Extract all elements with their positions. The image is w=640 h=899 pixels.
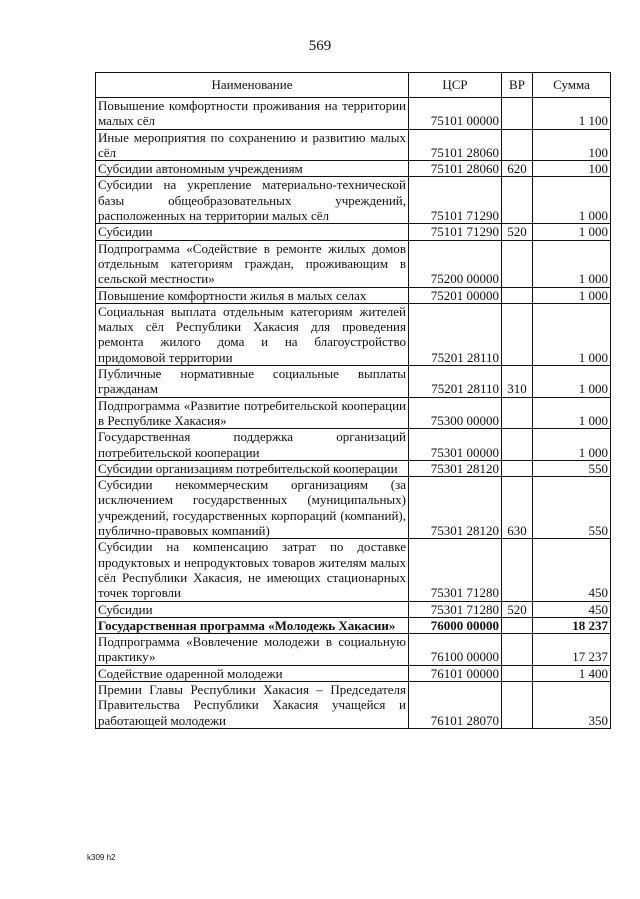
row-sum-cell: 1 400 bbox=[533, 665, 611, 681]
table-row bbox=[96, 98, 611, 130]
table-row bbox=[96, 429, 611, 461]
row-csr-cell: 75301 28120 bbox=[409, 460, 502, 476]
row-vr-cell: 620 bbox=[502, 161, 533, 177]
table-header bbox=[96, 73, 611, 98]
row-name-cell: Субсидии bbox=[96, 224, 409, 240]
row-vr-cell bbox=[502, 129, 533, 161]
table-row bbox=[96, 129, 611, 161]
row-csr-cell: 75200 00000 bbox=[409, 240, 502, 287]
row-name-cell: Повышение комфортности жилья в малых селах bbox=[96, 287, 409, 303]
row-vr-cell bbox=[502, 303, 533, 365]
row-csr-cell: 76000 00000 bbox=[409, 617, 502, 633]
row-csr-cell: 75301 28120 bbox=[409, 477, 502, 539]
row-csr-cell: 75201 00000 bbox=[409, 287, 502, 303]
row-sum-cell: 450 bbox=[533, 601, 611, 617]
row-csr-cell: 76101 28070 bbox=[409, 681, 502, 728]
header-sum: Сумма bbox=[533, 73, 611, 98]
table-row bbox=[96, 681, 611, 728]
row-csr-cell: 76100 00000 bbox=[409, 634, 502, 666]
row-vr-cell bbox=[502, 177, 533, 224]
row-vr-cell: 310 bbox=[502, 366, 533, 398]
row-name-cell: Субсидии на укрепление материально-технической базы общеобразовательных учреждений, расположенных на территории малых сёл bbox=[96, 177, 409, 224]
table-row bbox=[96, 617, 611, 633]
row-csr-cell: 75201 28110 bbox=[409, 366, 502, 398]
row-csr-cell: 75301 00000 bbox=[409, 429, 502, 461]
row-vr-cell: 520 bbox=[502, 601, 533, 617]
row-name-cell: Премии Главы Республики Хакасия – Председателя Правительства Республики Хакасия учащейся и работающей молодежи bbox=[96, 681, 409, 728]
row-name-cell: Подпрограмма «Развитие потребительской кооперации в Республике Хакасия» bbox=[96, 397, 409, 429]
row-sum-cell: 450 bbox=[533, 539, 611, 601]
row-name-cell: Государственная поддержка организаций потребительской кооперации bbox=[96, 429, 409, 461]
header-csr: ЦСР bbox=[409, 73, 502, 98]
row-csr-cell: 75301 71280 bbox=[409, 601, 502, 617]
table-row bbox=[96, 460, 611, 476]
row-sum-cell: 18 237 bbox=[533, 617, 611, 633]
row-sum-cell: 1 000 bbox=[533, 287, 611, 303]
table-row bbox=[96, 397, 611, 429]
row-csr-cell: 75101 71290 bbox=[409, 177, 502, 224]
row-name-cell: Иные мероприятия по сохранению и развитию малых сёл bbox=[96, 129, 409, 161]
row-name-cell: Субсидии автономным учреждениям bbox=[96, 161, 409, 177]
header-vr: ВР bbox=[502, 73, 533, 98]
row-csr-cell: 76101 00000 bbox=[409, 665, 502, 681]
row-sum-cell: 17 237 bbox=[533, 634, 611, 666]
row-vr-cell bbox=[502, 98, 533, 130]
table-row bbox=[96, 665, 611, 681]
row-name-cell: Социальная выплата отдельным категориям жителей малых сёл Республики Хакасия для проведения ремонта жилого дома и на благоустройство придомовой территории bbox=[96, 303, 409, 365]
row-name-cell: Публичные нормативные социальные выплаты гражданам bbox=[96, 366, 409, 398]
table-row bbox=[96, 287, 611, 303]
table-row bbox=[96, 634, 611, 666]
row-sum-cell: 1 100 bbox=[533, 98, 611, 130]
row-name-cell: Субсидии bbox=[96, 601, 409, 617]
table-row bbox=[96, 601, 611, 617]
table-row bbox=[96, 539, 611, 601]
row-name-cell: Содействие одаренной молодежи bbox=[96, 665, 409, 681]
row-vr-cell bbox=[502, 665, 533, 681]
row-name-cell: Подпрограмма «Содействие в ремонте жилых домов отдельным категориям граждан, проживающим в сельской местности» bbox=[96, 240, 409, 287]
row-sum-cell: 1 000 bbox=[533, 429, 611, 461]
row-name-cell: Подпрограмма «Вовлечение молодежи в социальную практику» bbox=[96, 634, 409, 666]
table-row bbox=[96, 161, 611, 177]
row-name-cell: Субсидии некоммерческим организациям (за исключением государственных (муниципальных) учреждений, государственных корпораций (компаний), публично-правовых компаний) bbox=[96, 477, 409, 539]
row-sum-cell: 1 000 bbox=[533, 397, 611, 429]
row-sum-cell: 100 bbox=[533, 129, 611, 161]
row-csr-cell: 75101 00000 bbox=[409, 98, 502, 130]
row-vr-cell bbox=[502, 539, 533, 601]
row-name-cell: Субсидии на компенсацию затрат по доставке продуктовых и непродуктовых товаров жителям малых сёл Республики Хакасия, не имеющих стационарных точек торговли bbox=[96, 539, 409, 601]
row-csr-cell: 75300 00000 bbox=[409, 397, 502, 429]
row-csr-cell: 75301 71280 bbox=[409, 539, 502, 601]
row-csr-cell: 75101 28060 bbox=[409, 129, 502, 161]
row-sum-cell: 550 bbox=[533, 460, 611, 476]
row-vr-cell: 520 bbox=[502, 224, 533, 240]
row-sum-cell: 1 000 bbox=[533, 224, 611, 240]
row-vr-cell: 630 bbox=[502, 477, 533, 539]
row-sum-cell: 550 bbox=[533, 477, 611, 539]
row-vr-cell bbox=[502, 287, 533, 303]
row-name-cell: Субсидии организациям потребительской кооперации bbox=[96, 460, 409, 476]
budget-table bbox=[95, 72, 611, 729]
row-sum-cell: 1 000 bbox=[533, 303, 611, 365]
table-row bbox=[96, 477, 611, 539]
table-row bbox=[96, 366, 611, 398]
footer-code: k309 h2 bbox=[87, 853, 116, 862]
row-sum-cell: 100 bbox=[533, 161, 611, 177]
row-vr-cell bbox=[502, 429, 533, 461]
row-sum-cell: 1 000 bbox=[533, 366, 611, 398]
table-row bbox=[96, 177, 611, 224]
row-vr-cell bbox=[502, 397, 533, 429]
row-sum-cell: 350 bbox=[533, 681, 611, 728]
table-row bbox=[96, 224, 611, 240]
table-row bbox=[96, 240, 611, 287]
row-vr-cell bbox=[502, 240, 533, 287]
row-sum-cell: 1 000 bbox=[533, 177, 611, 224]
row-vr-cell bbox=[502, 460, 533, 476]
row-vr-cell bbox=[502, 634, 533, 666]
page-number: 569 bbox=[308, 38, 332, 54]
row-name-cell: Повышение комфортности проживания на территории малых сёл bbox=[96, 98, 409, 130]
row-csr-cell: 75101 28060 bbox=[409, 161, 502, 177]
row-vr-cell bbox=[502, 617, 533, 633]
table-body bbox=[96, 98, 611, 729]
header-name: Наименование bbox=[96, 73, 409, 98]
row-name-cell: Государственная программа «Молодежь Хакасии» bbox=[96, 617, 409, 633]
row-sum-cell: 1 000 bbox=[533, 240, 611, 287]
row-csr-cell: 75201 28110 bbox=[409, 303, 502, 365]
table-row bbox=[96, 303, 611, 365]
row-csr-cell: 75101 71290 bbox=[409, 224, 502, 240]
row-vr-cell bbox=[502, 681, 533, 728]
